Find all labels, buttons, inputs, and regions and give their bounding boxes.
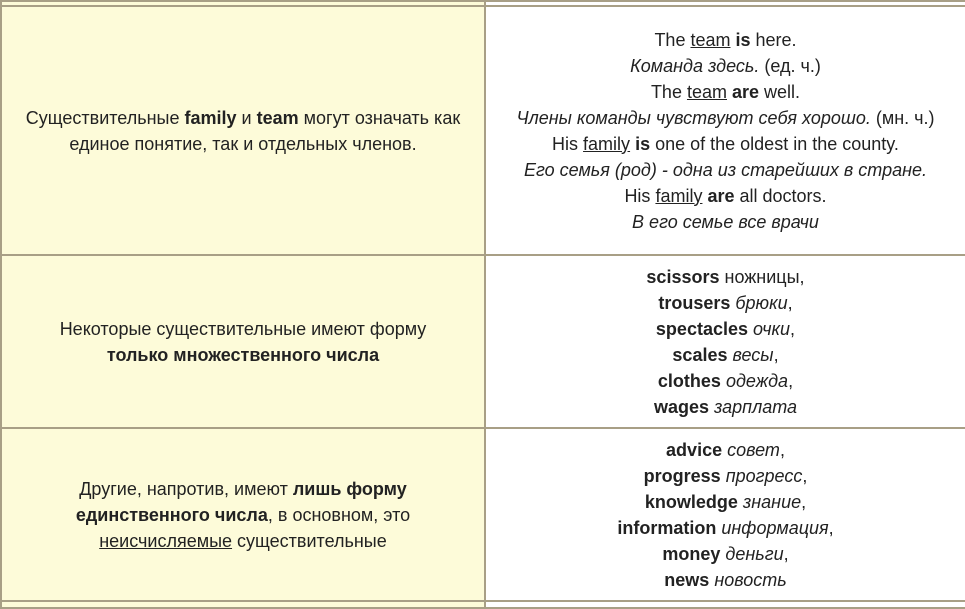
word-pair: spectacles очки, — [655, 318, 796, 339]
word-pair: scissors ножницы, — [646, 266, 805, 287]
table-row — [1, 6, 965, 255]
rule-emphasis: только множественного числа — [106, 344, 380, 365]
example-translation: Команда здесь. (ед. ч.) — [630, 55, 821, 76]
word-pair: scales весы, — [672, 344, 779, 365]
rule-text: Существительные — [25, 107, 185, 128]
rule-keyword: team — [256, 107, 299, 128]
rule-text: и — [236, 107, 257, 128]
rule-cell — [1, 255, 485, 428]
example-sentence: His family is one of the oldest in the county. — [552, 133, 899, 154]
rule-text: существительные — [232, 530, 387, 551]
word-pair: knowledge знание, — [644, 491, 807, 512]
rule-text: Другие, напротив, имеют — [79, 478, 293, 499]
examples-cell — [485, 428, 965, 601]
word-pair: advice совет, — [666, 439, 785, 460]
examples-cell — [485, 6, 965, 255]
rule-cell — [1, 428, 485, 601]
word-pair: money деньги, — [662, 543, 789, 564]
word-pair: wages зарплата — [653, 396, 798, 417]
example-sentence: The team is here. — [654, 29, 797, 50]
rule-keyword: family — [184, 107, 237, 128]
examples-cell — [485, 255, 965, 428]
word-pair: trousers брюки, — [658, 292, 793, 313]
rule-text: , в основном, это — [267, 504, 411, 525]
table-row — [1, 428, 965, 601]
word-pair: clothes одежда, — [657, 370, 794, 391]
rule-text: могут означать как единое понятие, так и отдельных членов. — [69, 107, 461, 154]
word-pair: news новость — [664, 569, 787, 590]
example-sentence: His family are all doctors. — [624, 185, 827, 206]
word-pair: progress прогресс, — [643, 465, 808, 486]
example-translation: Члены команды чувствуют себя хорошо. (мн. ч.) — [516, 107, 935, 128]
rule-underlined: неисчисляемые — [99, 530, 233, 551]
example-translation: В его семье все врачи — [632, 211, 819, 232]
rule-cell — [1, 6, 485, 255]
table-row — [1, 255, 965, 428]
word-pair: information информация, — [617, 517, 834, 538]
rule-emphasis: лишь форму единственного числа — [75, 478, 407, 525]
rule-text: Некоторые существительные имеют форму — [59, 318, 427, 339]
example-sentence: The team are well. — [650, 81, 801, 102]
example-translation: Его семья (род) - одна из старейших в стране. — [523, 159, 928, 180]
